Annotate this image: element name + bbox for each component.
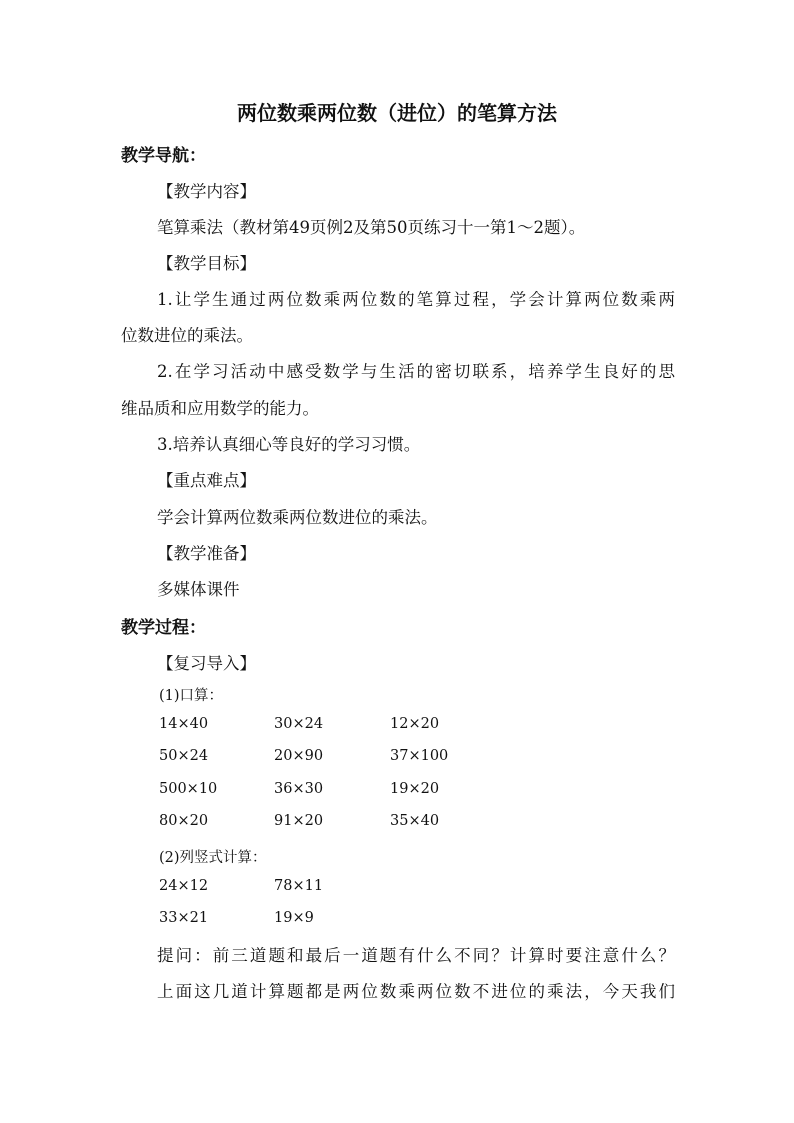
oral-item: 36×30: [274, 781, 324, 797]
vertical-item: 24×12: [159, 878, 209, 894]
oral-item: 19×20: [390, 781, 440, 797]
oral-item: 14×40: [159, 716, 209, 732]
goals-heading: 【教学目标】: [157, 254, 256, 273]
oral-item: 37×100: [390, 748, 449, 764]
content-heading: 【教学内容】: [157, 182, 256, 201]
goal-2-line-2: 维品质和应用数学的能力。: [121, 399, 319, 418]
vertical-label: (2)列竖式计算：: [159, 850, 267, 866]
key-heading: 【重点难点】: [157, 471, 256, 490]
prep-text: 多媒体课件: [157, 580, 240, 599]
oral-item: 500×10: [159, 781, 218, 797]
oral-item: 91×20: [274, 813, 324, 829]
oral-label: (1)口算：: [159, 688, 224, 704]
content-text: 笔算乘法（教材第49页例2及第50页练习十一第1～2题）。: [157, 218, 586, 237]
guide-heading: 教学导航：: [121, 146, 206, 166]
goal-1-line-2: 位数进位的乘法。: [121, 326, 253, 345]
closing-line: 上面这几道计算题都是两位数乘两位数不进位的乘法，今天我们: [157, 982, 675, 1001]
goal-1-line-1: 1.让学生通过两位数乘两位数的笔算过程，学会计算两位数乘两: [157, 290, 675, 309]
goal-3: 3.培养认真细心等良好的学习习惯。: [157, 435, 421, 454]
vertical-item: 78×11: [274, 878, 324, 894]
vertical-item: 33×21: [159, 910, 209, 926]
prep-heading: 【教学准备】: [157, 544, 256, 563]
review-heading: 【复习导入】: [157, 654, 256, 673]
process-heading: 教学过程：: [121, 618, 206, 638]
key-text: 学会计算两位数乘两位数进位的乘法。: [157, 508, 438, 527]
oral-item: 35×40: [390, 813, 440, 829]
oral-item: 50×24: [159, 748, 209, 764]
goal-2-line-1: 2.在学习活动中感受数学与生活的密切联系，培养学生良好的思: [157, 362, 675, 381]
document-title: 两位数乘两位数（进位）的笔算方法: [237, 101, 557, 125]
oral-item: 20×90: [274, 748, 324, 764]
oral-item: 30×24: [274, 716, 324, 732]
question-text: 提问：前三道题和最后一道题有什么不同？计算时要注意什么？: [157, 946, 675, 965]
oral-item: 80×20: [159, 813, 209, 829]
oral-item: 12×20: [390, 716, 440, 732]
vertical-item: 19×9: [274, 910, 314, 926]
